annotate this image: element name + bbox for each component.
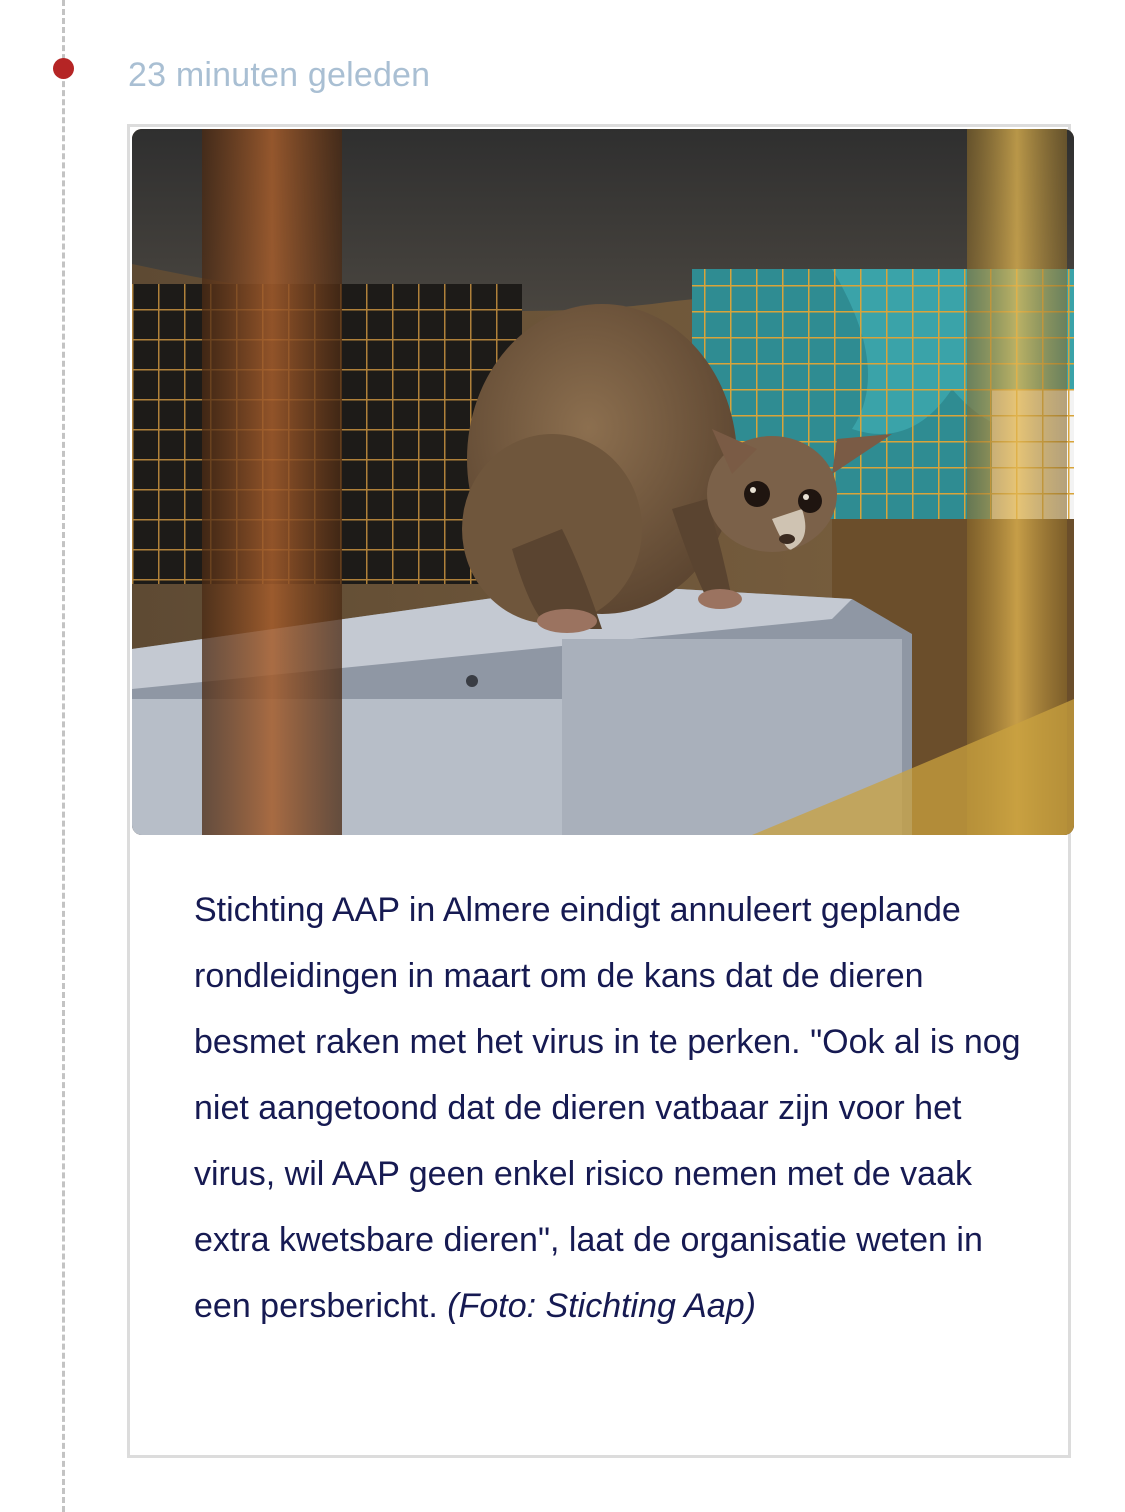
entry-photo[interactable] xyxy=(132,129,1074,835)
bushbaby-photo-illustration xyxy=(132,129,1074,835)
photo-credit: (Foto: Stichting Aap) xyxy=(447,1287,756,1325)
entry-timestamp: 23 minuten geleden xyxy=(128,56,431,94)
timeline-dot-icon xyxy=(53,58,74,79)
caption-text: Stichting AAP in Almere eindigt annuleert geplande rondleidingen in maart om de kans dat de dieren besmet raken met het virus in te perken. "Ook al is nog niet aangetoond dat de dieren vatbaar zijn voor het virus, wil AAP geen enkel risico nemen met de vaak extra kwetsbare dieren", laat de organisatie weten in een persbericht. xyxy=(194,891,1021,1325)
entry-caption xyxy=(194,877,1024,1339)
timeline-line xyxy=(62,0,65,1512)
live-blog-entry-card xyxy=(127,124,1071,1458)
